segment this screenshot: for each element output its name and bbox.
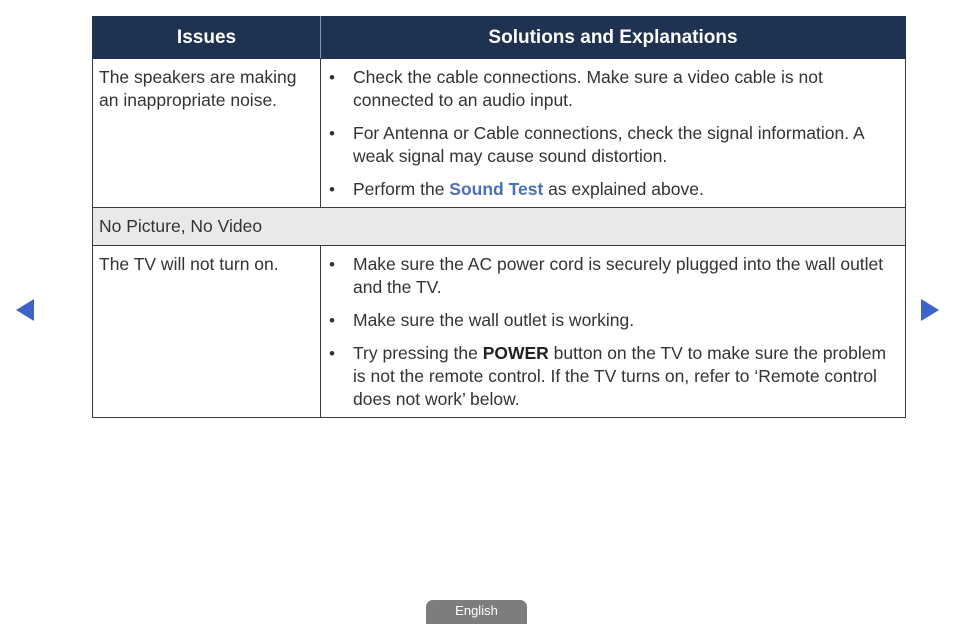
issue-cell: The TV will not turn on.	[93, 246, 321, 418]
previous-page-arrow-icon[interactable]	[16, 299, 34, 321]
list-item	[327, 178, 899, 201]
bullet-icon: •	[329, 124, 335, 143]
bullet-icon: •	[329, 344, 335, 363]
bullet-icon: •	[329, 180, 335, 199]
issue-cell: The speakers are making an inappropriate noise.	[93, 59, 321, 208]
header-solutions: Solutions and Explanations	[321, 17, 906, 59]
table-row	[93, 59, 906, 208]
table-header-row	[93, 17, 906, 59]
list-item	[327, 66, 899, 112]
bullet-text: Check the cable connections. Make sure a video cable is not connected to an audio input.	[353, 67, 823, 110]
sound-test-link[interactable]: Sound Test	[449, 179, 544, 199]
bullet-icon: •	[329, 255, 335, 274]
list-item	[327, 253, 899, 299]
bullet-text: Make sure the wall outlet is working.	[353, 310, 635, 330]
bullet-text-prefix: Perform the	[353, 179, 450, 199]
list-item	[327, 342, 899, 411]
bullet-text: Make sure the AC power cord is securely plugged into the wall outlet and the TV.	[353, 254, 884, 297]
table-row	[93, 246, 906, 418]
bullet-text-suffix: as explained above.	[543, 179, 704, 199]
bullet-icon: •	[329, 68, 335, 87]
section-title: No Picture, No Video	[93, 208, 906, 246]
language-tab[interactable]: English	[426, 600, 527, 624]
bullet-icon: •	[329, 311, 335, 330]
power-button-label: POWER	[482, 343, 549, 363]
list-item	[327, 122, 899, 168]
solution-list	[327, 66, 899, 201]
next-page-arrow-icon[interactable]	[921, 299, 939, 321]
bullet-text-prefix: Try pressing the	[353, 343, 483, 363]
bullet-text-suffix: button on the TV to make sure the problem is not the remote control. If the TV turns on, refer to ‘Remote control does not work’ below.	[353, 343, 887, 409]
bullet-text: For Antenna or Cable connections, check the signal information. A weak signal may cause sound distortion.	[353, 123, 864, 166]
section-row	[93, 208, 906, 246]
solution-cell	[321, 246, 906, 418]
list-item	[327, 309, 899, 332]
solution-cell	[321, 59, 906, 208]
troubleshooting-table	[92, 16, 906, 418]
header-issues: Issues	[93, 17, 321, 59]
solution-list	[327, 253, 899, 411]
